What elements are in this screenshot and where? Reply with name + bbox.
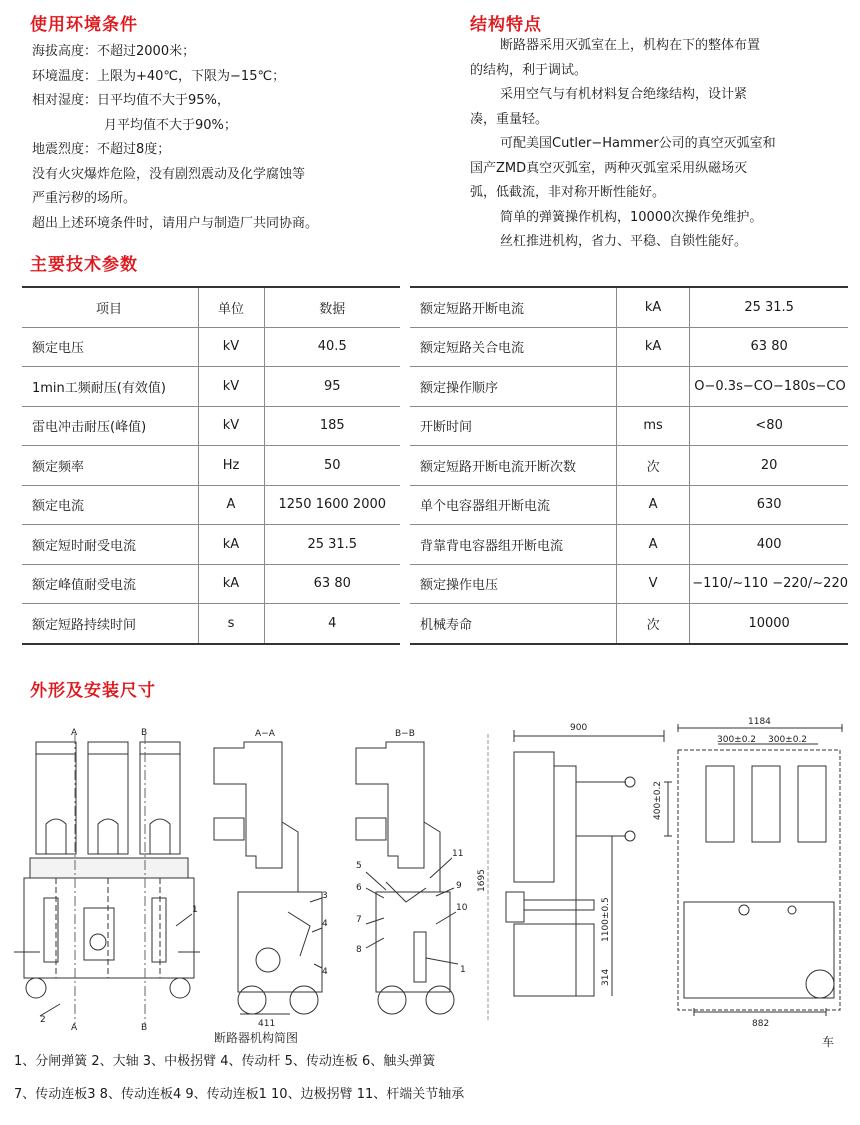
param-unit: V xyxy=(616,564,689,604)
param-unit: 次 xyxy=(616,446,689,486)
param-unit: kA xyxy=(198,564,264,604)
param-name: 雷电冲击耐压(峰值) xyxy=(22,406,198,446)
table-row xyxy=(22,446,400,486)
param-value: O−0.3s−CO−180s−CO xyxy=(690,367,848,407)
table-row xyxy=(410,287,848,327)
table-row xyxy=(410,525,848,565)
structure-title: 结构特点 xyxy=(470,15,542,35)
param-value: 40.5 xyxy=(264,327,400,367)
structure-line: 采用空气与有机材料复合绝缘结构，设计紧 xyxy=(500,87,748,102)
legend-line-2: 7、传动连板3 8、传动连板4 9、传动连板1 10、边极拐臂 11、杆端关节轴承 xyxy=(14,1087,465,1102)
section-bb-drawing xyxy=(356,742,458,1014)
env-title: 使用环境条件 xyxy=(30,15,138,35)
section-bb-label: B−B xyxy=(395,729,415,739)
env-line: 相对湿度：日平均值不大于95%， xyxy=(32,93,230,108)
param-name: 额定短路开断电流开断次数 xyxy=(410,446,616,486)
param-value: 1250 1600 2000 xyxy=(264,485,400,525)
param-name: 开断时间 xyxy=(410,406,616,446)
dims-title: 外形及安装尺寸 xyxy=(30,681,156,701)
env-line: 海拔高度：不超过2000米； xyxy=(32,44,196,59)
callout-2: 2 xyxy=(40,1015,46,1025)
params-table-left xyxy=(22,286,400,645)
dim-882: 882 xyxy=(752,1019,770,1029)
dimension-drawings xyxy=(0,712,860,1067)
dim-411: 411 xyxy=(258,1019,276,1029)
param-name: 额定电流 xyxy=(22,485,198,525)
callout-4a: 4 xyxy=(322,919,328,929)
table-row xyxy=(22,367,400,407)
dim-300a: 300±0.2 xyxy=(717,735,757,745)
side-view-drawing xyxy=(488,730,672,1022)
param-name: 额定短时耐受电流 xyxy=(22,525,198,565)
table-row xyxy=(22,564,400,604)
table-header-row xyxy=(22,287,400,327)
callout-4b: 4 xyxy=(322,967,328,977)
structure-line: 可配美国Cutler−Hammer公司的真空灭弧室和 xyxy=(500,136,776,151)
structure-line: 简单的弹簧操作机构，10000次操作免维护。 xyxy=(500,209,763,225)
param-name: 1min工频耐压(有效值) xyxy=(22,367,198,407)
mark-a-top: A xyxy=(71,728,78,738)
param-value: 25 31.5 xyxy=(264,525,400,565)
table-row xyxy=(410,327,848,367)
param-unit: kA xyxy=(616,287,689,327)
table-row xyxy=(410,485,848,525)
cut-text: 车 xyxy=(822,1035,835,1049)
dim-1100: 1100±0.5 xyxy=(601,897,611,942)
param-name: 单个电容器组开断电流 xyxy=(410,485,616,525)
structure-line: 国产ZMD真空灭弧室，两种灭弧室采用纵磁场灭 xyxy=(470,160,748,176)
table-row xyxy=(410,367,848,407)
table-row xyxy=(22,604,400,644)
header-item: 项目 xyxy=(22,287,198,327)
env-line: 月平均值不大于90%； xyxy=(104,117,237,133)
table-row xyxy=(22,525,400,565)
param-unit: kV xyxy=(198,327,264,367)
param-value: 25 31.5 xyxy=(690,287,848,327)
param-value: 95 xyxy=(264,367,400,407)
structure-line: 丝杠推进机构，省力、平稳、自锁性能好。 xyxy=(500,234,748,249)
dim-300b: 300±0.2 xyxy=(768,735,808,745)
callout-9: 9 xyxy=(456,881,462,891)
env-text xyxy=(32,40,318,236)
mark-a-bottom: A xyxy=(71,1023,78,1033)
param-name: 额定短路持续时间 xyxy=(22,604,198,644)
param-unit: 次 xyxy=(616,604,689,644)
section-aa-drawing xyxy=(214,742,322,1014)
param-value: 20 xyxy=(690,446,848,486)
param-unit: s xyxy=(198,604,264,644)
env-line: 地震烈度：不超过8度； xyxy=(32,142,171,157)
mark-b-bottom: B xyxy=(141,1023,148,1033)
callout-7: 7 xyxy=(356,915,362,925)
param-value: 4 xyxy=(264,604,400,644)
param-unit: ms xyxy=(616,406,689,446)
dim-1184: 1184 xyxy=(748,717,771,727)
header-value: 数据 xyxy=(264,287,400,327)
param-name: 额定峰值耐受电流 xyxy=(22,564,198,604)
param-value: 50 xyxy=(264,446,400,486)
table-row xyxy=(22,327,400,367)
table-row xyxy=(22,406,400,446)
callout-1b: 1 xyxy=(460,965,466,975)
param-name: 背靠背电容器组开断电流 xyxy=(410,525,616,565)
param-value: 63 80 xyxy=(690,327,848,367)
header-unit: 单位 xyxy=(198,287,264,327)
param-value: 63 80 xyxy=(264,564,400,604)
callout-3: 3 xyxy=(322,891,328,901)
param-value: 10000 xyxy=(690,604,848,644)
env-line: 环境温度：上限为+40℃，下限为−15℃； xyxy=(32,68,286,84)
front-view-drawing xyxy=(14,734,200,1024)
param-unit: kA xyxy=(616,327,689,367)
env-line: 超出上述环境条件时，请用户与制造厂共同协商。 xyxy=(32,215,319,231)
callout-10: 10 xyxy=(456,903,468,913)
table-row xyxy=(410,406,848,446)
param-unit: kA xyxy=(198,525,264,565)
table-row xyxy=(410,446,848,486)
env-line: 严重污秽的场所。 xyxy=(32,191,137,206)
callout-5: 5 xyxy=(356,861,362,871)
dim-900: 900 xyxy=(570,723,588,733)
param-name: 额定短路关合电流 xyxy=(410,327,616,367)
dim-1695: 1695 xyxy=(477,869,487,892)
param-unit: kV xyxy=(198,406,264,446)
callout-1: 1 xyxy=(192,905,198,915)
mark-b-top: B xyxy=(141,728,148,738)
param-value: −110/∼110 −220/∼220 xyxy=(690,564,848,604)
params-table-right xyxy=(410,286,848,645)
dim-314: 314 xyxy=(601,968,611,986)
callout-11: 11 xyxy=(452,849,464,859)
param-name: 额定操作顺序 xyxy=(410,367,616,407)
param-value: 630 xyxy=(690,485,848,525)
table-row xyxy=(410,604,848,644)
param-value: 185 xyxy=(264,406,400,446)
params-title: 主要技术参数 xyxy=(30,255,138,275)
param-value: 400 xyxy=(690,525,848,565)
param-unit xyxy=(616,367,689,407)
structure-line: 凑，重量轻。 xyxy=(470,111,549,127)
panel-view-drawing xyxy=(678,724,842,1016)
dim-400: 400±0.2 xyxy=(653,780,663,820)
structure-text xyxy=(470,34,842,255)
structure-line: 断路器采用灭弧室在上，机构在下的整体布置 xyxy=(500,38,761,53)
param-name: 额定电压 xyxy=(22,327,198,367)
param-unit: A xyxy=(198,485,264,525)
param-value: <80 xyxy=(690,406,848,446)
diagram-caption: 断路器机构简图 xyxy=(214,1031,299,1045)
structure-line: 弧，低截流，非对称开断性能好。 xyxy=(470,185,666,200)
table-row xyxy=(410,564,848,604)
param-name: 额定短路开断电流 xyxy=(410,287,616,327)
param-name: 额定操作电压 xyxy=(410,564,616,604)
param-name: 额定频率 xyxy=(22,446,198,486)
callout-6: 6 xyxy=(356,883,362,893)
param-unit: A xyxy=(616,525,689,565)
table-row xyxy=(22,485,400,525)
legend-line-1: 1、分闸弹簧 2、大轴 3、中极拐臂 4、传动杆 5、传动连板 6、触头弹簧 xyxy=(14,1054,436,1069)
callout-8: 8 xyxy=(356,945,362,955)
param-unit: A xyxy=(616,485,689,525)
param-name: 机械寿命 xyxy=(410,604,616,644)
structure-line: 的结构，利于调试。 xyxy=(470,62,588,78)
param-unit: kV xyxy=(198,367,264,407)
env-line: 没有火灾爆炸危险，没有剧烈震动及化学腐蚀等 xyxy=(32,166,306,182)
param-unit: Hz xyxy=(198,446,264,486)
section-aa-label: A−A xyxy=(255,729,275,739)
